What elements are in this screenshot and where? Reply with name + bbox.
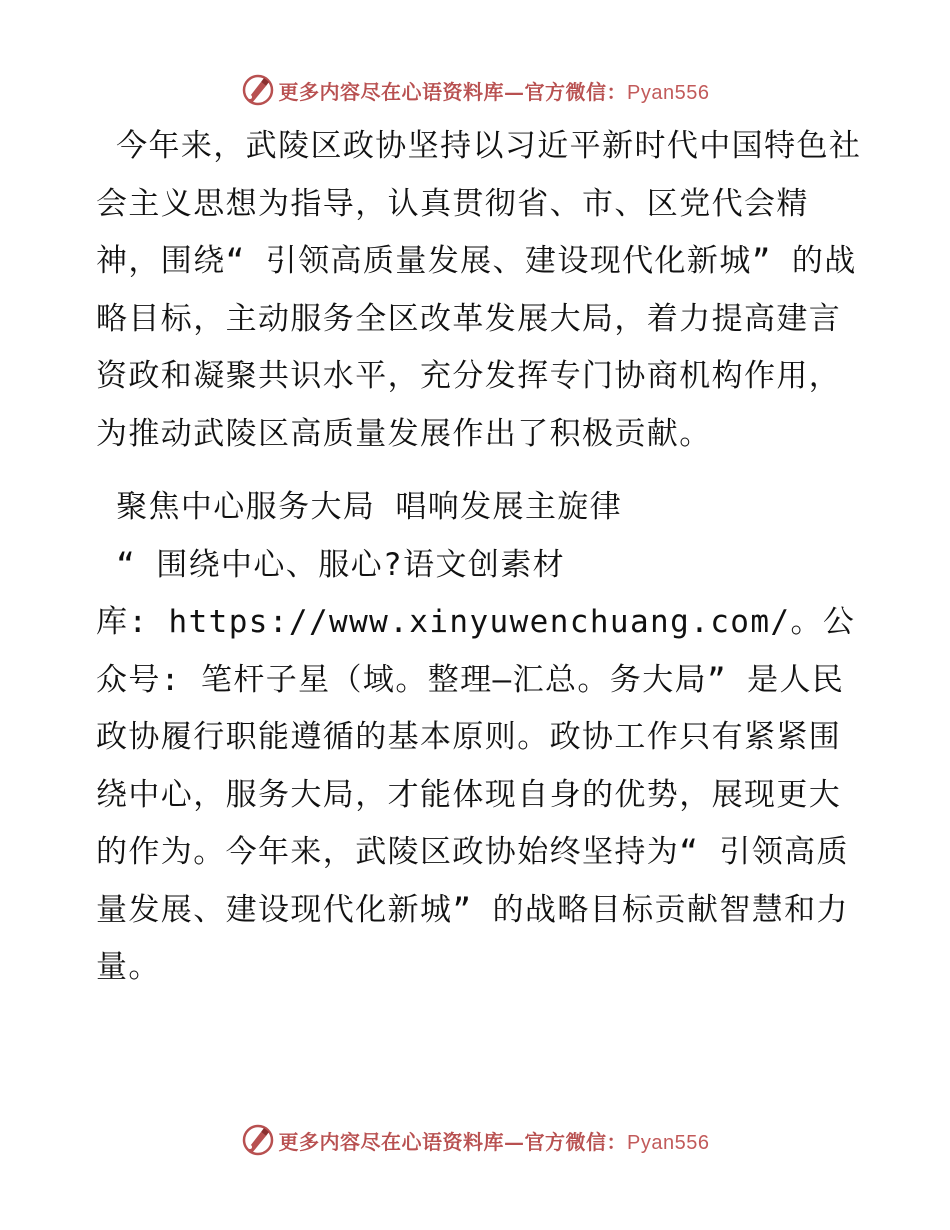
banner-text: 更多内容尽在心语资料库—官方微信：Pyan556 (278, 1129, 710, 1154)
paragraph-intro: 今年来，武陵区政协坚持以习近平新时代中国特色社会主义思想为指导，认真贯彻省、市、区党代会精神，围绕“ 引领高质量发展、建设现代化新城” 的战略目标，主动服务全区改革发展大局，着力提高建言资政和凝聚共识水平，充分发挥专门协商机构作用，为推动武陵区高质量发展作出了积极贡献。 (96, 128, 862, 452)
banner-text: 更多内容尽在心语资料库—官方微信：Pyan556 (278, 79, 710, 104)
header-banner (0, 70, 950, 110)
section-heading: 聚焦中心服务大局 唱响发展主旋律 (96, 489, 623, 525)
paragraph-quote-start: “ 围绕中心、服心?语文创素材 (96, 546, 566, 583)
pen-circle-logo-icon (241, 1123, 275, 1157)
document-body (96, 118, 866, 997)
footer-banner (0, 1120, 950, 1160)
pen-circle-logo-icon (241, 73, 275, 107)
paragraph-body: 库: https://www.xinyuwenchuang.com/。公众号: 笔杆子星（域。整理—汇总。务大局” 是人民政协履行职能遵循的基本原则。政协工作只有紧紧围绕中心，服务大局，才能体现自身的优势，展现更大的作为。今年来，武陵区政协始终坚持为“ 引领高质量发展、建设现代化新城” 的战略目标贡献智慧和力量。 (96, 604, 856, 985)
